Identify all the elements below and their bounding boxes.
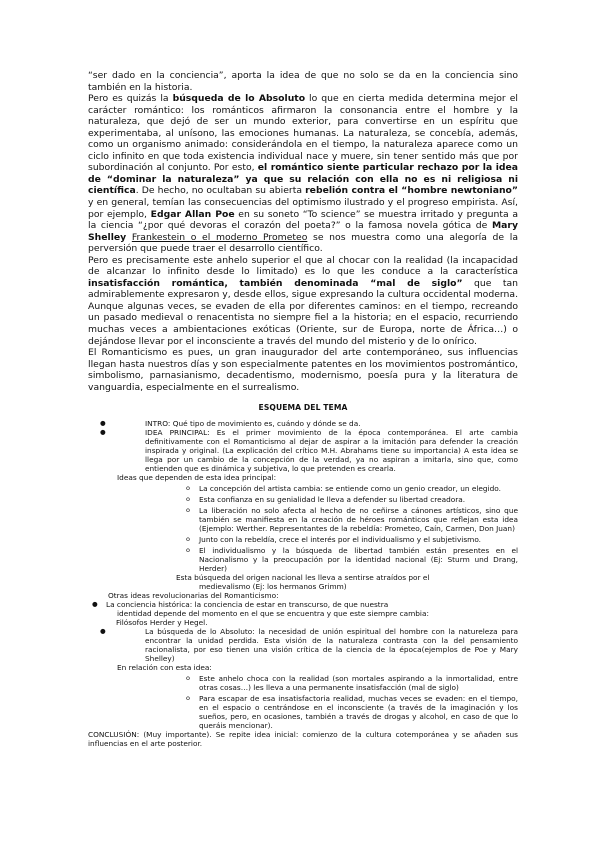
bold-absoluto: búsqueda de lo Absoluto [172,93,306,105]
essay-paragraph-4: El Romanticismo es pues, un gran inaugurador del arte contemporáneo, sus influencias llegan hasta nuestros días y son especialmente patentes en los movimientos postromántico, simbolismo, parnasianismo, decadentismo, modernismo, poesía pura y la literatura de vanguardia, especialmente en el surrealismo. [88,347,518,393]
scheme-medievalismo-line-2: medievalismo (Ej: los hermanos Grimm) [199,582,347,592]
scheme-conclusion: CONCLUSIÓN: (Muy importante). Se repite idea inicial: comienzo de la cultura cotemporánea y se añaden sus influencias en el arte posterior. [88,730,518,749]
scheme-sub-item: o Esta confianza en su genialidad le lleva a defender su libertad creadora. [186,495,466,505]
scheme-item-intro: ● INTRO: Qué tipo de movimiento es, cuándo y dónde se da. [100,419,361,429]
scheme-sub-item: o Este anhelo choca con la realidad (son mortales aspirando a la inmortalidad, entre otras cosas…) les lleva a una permanente insatisfacción (mal de siglo) [186,674,518,693]
document-page [88,70,518,748]
circle-bullet-icon: o [186,535,190,544]
scheme-item-conciencia: ● La conciencia histórica: la conciencia de estar en transcurso, de que nuestra [92,600,389,610]
scheme-medievalismo-line-1: Esta búsqueda del origen nacional les lleva a sentirse atraídos por el [176,573,430,583]
essay-paragraph-1: “ser dado en la conciencia”, aporta la idea de que no solo se da en la conciencia sino también en la historia. [88,70,518,93]
essay-paragraph-2: Pero es quizás la búsqueda de lo Absoluto lo que en cierta medida determina mejor el carácter romántico: los románticos afirmaron la consonancia entre el hombre y la naturaleza, que dejó de ser un mundo exterior, para convertirse en un espíritu que experimentaba, al unísono, las emociones humanas. La naturaleza, se concebía, además, como un organismo animado: considerándola en el tiempo, la naturaleza aparece como un ciclo infinito en que toda existencia individual nace y muere, sin tener sentido más que por subordinación al conjunto. Por esto, el romántico siente particular rechazo por la idea de “dominar la naturaleza” ya que su relación con ella no es ni religiosa ni científica. De hecho, no ocultaban su abierta rebelión contra el “hombre newtoniano” y en general, temían las consecuencias del optimismo ilustrado y el progreso empirista. Así, por ejemplo, Edgar Allan Poe en su soneto “To science” se muestra irritado y pregunta a la ciencia “¿por qué devoras el corazón del poeta?” o la famosa novela gótica de Mary Shelley Frankestein o el moderno Prometeo se nos muestra como una alegoría de la perversión que puede traer el desarrollo científico. [88,93,519,255]
scheme-conciencia-line-3: Filósofos Herder y Hegel. [116,618,208,628]
underlined-frankenstein: Frankestein o el moderno Prometeo [131,231,308,243]
scheme-otras-ideas-label: Otras ideas revolucionarias del Romanticismo: [108,591,279,601]
scheme-sub-item: o Para escapar de esa insatisfactoria realidad, muchas veces se evaden: en el tiempo, en el espacio o centrándose en el inconsciente (a través de la imaginación y los sueños, pero, en ocasiones, también a través de drogas y alcohol, en caso de que lo queráis mencionar). [186,694,518,731]
scheme-sub-item: o La concepción del artista cambia: se entiende como un genio creador, un elegido. [186,484,501,494]
scheme-sub-item: o Junto con la rebeldía, crece el interés por el individualismo y el subjetivismo. [186,535,482,545]
circle-bullet-icon: o [186,484,190,493]
scheme-conciencia-line-2: identidad depende del momento en el que se encuentra y que este siempre cambia: [117,609,429,619]
bold-poe: Edgar Allan Poe [150,208,235,220]
circle-bullet-icon: o [186,546,190,555]
bullet-icon: ● [92,600,98,609]
bold-insatisfaccion: insatisfacción romántica, también denominada “mal de siglo” [88,277,463,289]
scheme-ideas-dependen-label: Ideas que dependen de esta idea principal: [117,473,277,483]
bullet-icon: ● [100,419,106,428]
scheme-item-idea-principal: ● IDEA PRINCIPAL: Es el primer movimiento de la época contemporánea. El arte cambia definitivamente con el Romanticismo al dejar de aspirar a la imitación para defender la creación inspirada y original. (La explicación del crítico M.H. Abrahams tiene su importancia) A esta idea se llega por un cambio de la concepción de la verdad, ya no aspiran a imitarla, sino que, como entienden que es dinámica y subjetiva, lo que pretenden es crearla. [100,428,518,474]
bullet-icon: ● [100,428,106,437]
bold-rechazo: el romántico siente particular rechazo por la idea de “dominar la naturaleza” ya que su relación con ella no es ni religiosa ni científica [88,162,519,197]
essay-paragraph-3: Pero es precisamente este anhelo superior el que al chocar con la realidad (la incapacidad de alcanzar lo infinito desde lo limitado) es lo que les conduce a la característica insatisfacción romántica, también denominada “mal de siglo” que tan admirablemente expresaron y, desde ellos, sigue expresando la cultura occidental moderna. Aunque algunas veces, se evaden de ella por diferentes caminos: en el tiempo, recreando un pasado medieval o renacentista no siempre fiel a la historia; en el espacio, recurriendo muchas veces a ambientaciones exóticas (Oriente, sur de Europa, norte de África…) o dejándose llevar por el inconsciente a través del mundo del misterio y de lo onírico. [88,254,519,347]
scheme-item-absoluto: ● La búsqueda de lo Absoluto: la necesidad de unión espiritual del hombre con la natureleza para encontrar la unidad perdida. Esta visión de la naturaleza contrasta con la del pensamiento racionalista, por eso tienen una visión crítica de la ciencia de la época(ejemplos de Poe y Mary Shelley) [100,627,518,664]
circle-bullet-icon: o [186,674,190,683]
bold-rebelion: rebelión contra el “hombre newtoniano” [305,185,518,197]
circle-bullet-icon: o [186,495,190,504]
circle-bullet-icon: o [186,506,190,515]
bullet-icon: ● [100,627,106,636]
scheme-sub-item: o La liberación no solo afecta al hecho de no ceñirse a cánones artísticos, sino que también se manifiesta en la creación de héroes románticos que reflejan esta idea (Ejemplo: Werther. Representantes de la rebeldía: Prometeo, Caín, Carmen, Don Juan) [186,506,518,534]
scheme-relacion-label: En relación con esta idea: [117,663,212,673]
bold-shelley: Mary Shelley [88,220,518,243]
scheme-title: ESQUEMA DEL TEMA [258,403,348,413]
circle-bullet-icon: o [186,694,190,703]
scheme-sub-item: o El individualismo y la búsqueda de libertad también están presentes en el Nacionalismo y la preocupación por la identidad nacional (Ej: Sturm und Drang, Herder) [186,546,518,574]
